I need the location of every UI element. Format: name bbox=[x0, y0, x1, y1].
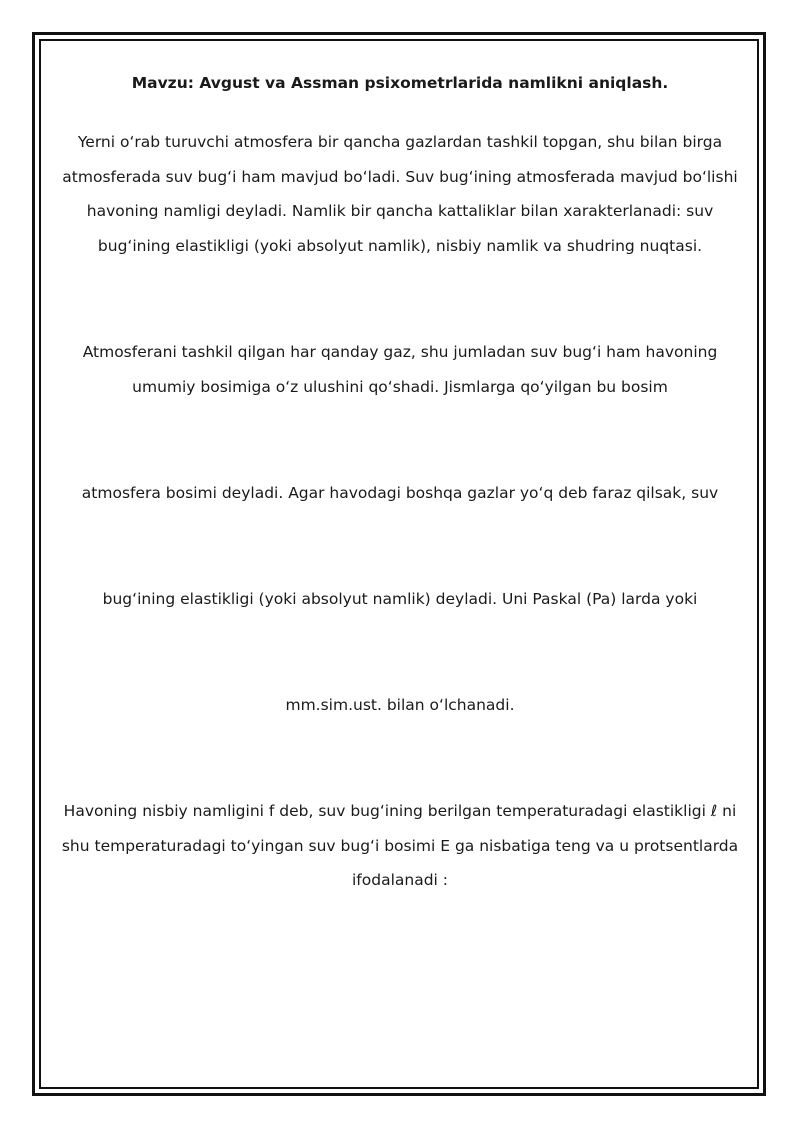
paragraph-atmosphere-pressure-cont: atmosfera bosimi deyladi. Agar havodagi boshqa gazlar yoʻq deb faraz qilsak, suv bbox=[81, 484, 719, 502]
paragraph-vapor-elasticity: bugʻining elastikligi (yoki absolyut namlik) deyladi. Uni Paskal (Pa) larda yoki bbox=[102, 590, 698, 608]
paragraph-humidity-intro: Yerni oʻrab turuvchi atmosfera bir qancha gazlardan tashkil topgan, shu bilan birga atmosferada suv bugʻi ham mavjud boʻladi. Suv bugʻining atmosferada mavjud boʻlishi havoning namligi deyladi. Namlik bir qancha kattaliklar bilan xarakterlanadi: suv bugʻining elastikligi (yoki absolyut namlik), nisbiy namlik va shudring nuqtasi. bbox=[62, 133, 738, 255]
paragraph-relative-humidity: Havoning nisbiy namligini f deb, suv bugʻining berilgan temperaturadagi elastikligi ℓ ni shu temperaturadagi toʻyingan suv bugʻi bosimi E ga nisbatiga teng va u protsentlarda ifodalanadi : bbox=[61, 802, 739, 889]
paragraph-measurement-units: mm.sim.ust. bilan oʻlchanadi. bbox=[285, 696, 515, 714]
paragraph-atmosphere-pressure: Atmosferani tashkil qilgan har qanday gaz, shu jumladan suv bugʻi ham havoning umumiy bosimiga oʻz ulushini qoʻshadi. Jismlarga qoʻyilgan bu bosim bbox=[82, 343, 718, 396]
document-title: Mavzu: Avgust va Assman psixometrlarida namlikni aniqlash. bbox=[131, 74, 669, 92]
